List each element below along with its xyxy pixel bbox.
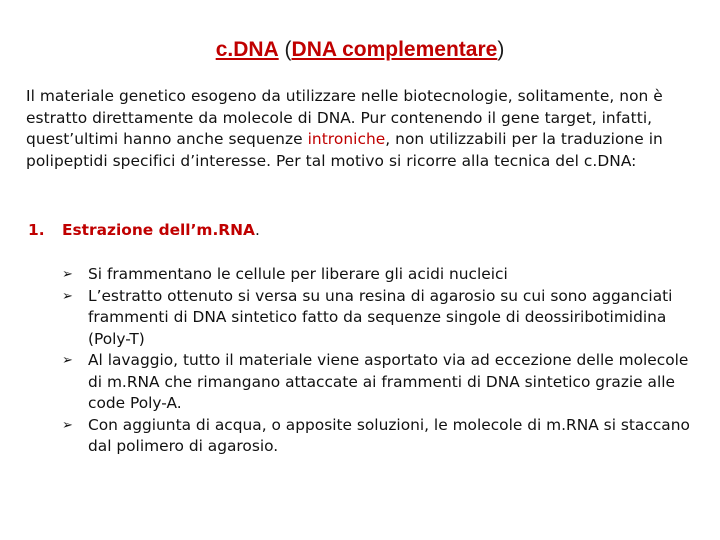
title-paren-close: ) <box>497 38 505 61</box>
intro-highlight: introniche <box>307 130 386 148</box>
title-sub: DNA complementare <box>291 38 498 61</box>
bullet-list <box>62 264 702 458</box>
bullet-text: Si frammentano le cellule per liberare gli acidi nucleici <box>88 265 508 283</box>
title-paren-open: ( <box>278 38 292 61</box>
step-suffix: . <box>254 221 260 239</box>
slide-title <box>0 38 720 62</box>
title-main: c.DNA <box>215 38 279 61</box>
intro-text-2: , non utilizzabili per la traduzione in polipeptidi specifici d’interesse. Per tal motivo si ricorre alla tecnica del c.DNA: <box>26 130 663 170</box>
bullet-text: L’estratto ottenuto si versa su una resina di agarosio su cui sono agganciati frammenti di DNA sintetico fatto da sequenze singole di deossiribotimidina (Poly-T) <box>88 286 673 348</box>
list-item <box>62 350 702 415</box>
intro-text-1: Il materiale genetico esogeno da utilizzare nelle biotecnologie, solitamente, non è estratto direttamente da molecole di DNA. Pur contenendo il gene target, infatti, quest’ultimi hanno anche sequenze <box>26 87 663 148</box>
arrow-bullet-icon: ➢ <box>62 353 73 368</box>
list-item <box>62 415 702 458</box>
list-item <box>62 264 702 286</box>
step-number: 1. <box>28 221 45 239</box>
step-label: Estrazione dell’m.RNA <box>62 221 255 239</box>
intro-paragraph <box>26 86 706 172</box>
list-item <box>62 286 702 351</box>
arrow-bullet-icon: ➢ <box>62 288 73 304</box>
bullet-text: Al lavaggio, tutto il materiale viene asportato via ad eccezione delle molecole di m.RNA che rimangano attaccate ai frammenti di DNA sintetico grazie alle code Poly-A. <box>88 351 689 412</box>
arrow-bullet-icon: ➢ <box>62 267 73 282</box>
arrow-bullet-icon: ➢ <box>62 417 73 433</box>
step-heading <box>28 221 260 239</box>
bullet-text: Con aggiunta di acqua, o apposite soluzioni, le molecole di m.RNA si staccano dal polimero di agarosio. <box>88 415 690 455</box>
